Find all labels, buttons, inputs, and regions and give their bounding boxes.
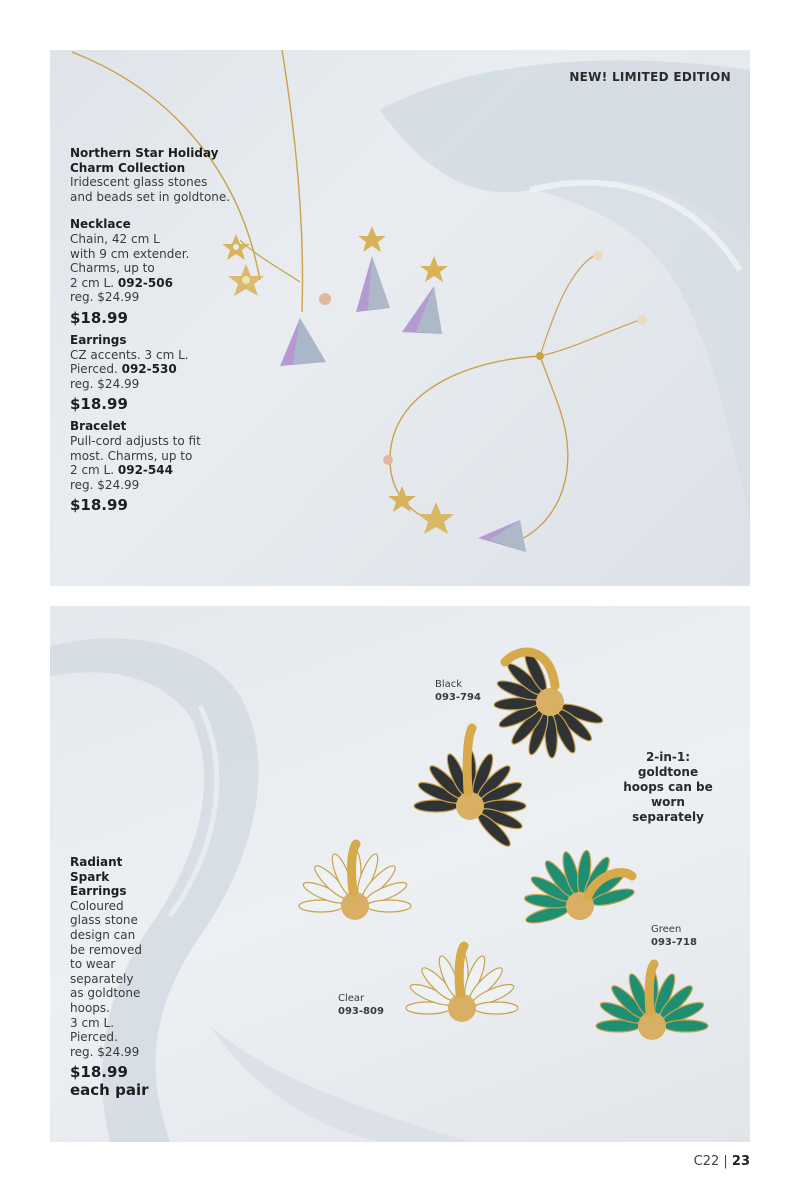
- radiant-spark-size: 3 cm L.: [70, 1015, 115, 1030]
- necklace-title: Necklace: [70, 217, 131, 232]
- folio-section: C22: [693, 1154, 720, 1169]
- earrings-detail-2: [70, 362, 260, 377]
- earrings-pierced: Pierced.: [70, 362, 122, 377]
- earrings-code: 092-530: [121, 362, 177, 377]
- two-in-one-callout: [620, 750, 716, 825]
- variant-clear-name: Clear: [338, 993, 365, 1004]
- bracelet-chain: [390, 356, 568, 540]
- folio-separator: |: [719, 1154, 732, 1169]
- holiday-charm-panel: [50, 50, 750, 586]
- bracelet-detail-3: [70, 463, 260, 478]
- page-folio: [694, 1154, 750, 1169]
- radiant-spark-desc-6: separately: [70, 971, 134, 986]
- bracelet-title: Bracelet: [70, 419, 127, 434]
- holiday-charm-copy: [70, 146, 260, 514]
- necklace-detail-1: Chain, 42 cm L: [70, 231, 160, 246]
- earrings-price: $18.99: [70, 395, 128, 414]
- earrings-reg-price: reg. $24.99: [70, 376, 140, 391]
- bracelet-price: $18.99: [70, 496, 128, 515]
- collection-title-line-2: Charm Collection: [70, 160, 186, 175]
- variant-green-name: Green: [651, 924, 682, 935]
- bracelet-code: 092-544: [117, 463, 173, 478]
- radiant-spark-desc-8: hoops.: [70, 1000, 110, 1015]
- variant-green-code: 093-718: [651, 937, 697, 948]
- earring-star-stud-right: [420, 256, 448, 282]
- variant-clear-label: [338, 992, 384, 1018]
- callout-line-3: hoops can be: [623, 780, 713, 794]
- limited-edition-badge: NEW! LIMITED EDITION: [569, 70, 731, 84]
- bracelet-star-charm: [388, 486, 416, 512]
- bracelet-detail-1: Pull-cord adjusts to fit: [70, 433, 201, 448]
- radiant-spark-copy: [70, 855, 180, 1099]
- necklace-bead: [319, 293, 331, 305]
- bracelet-reg-price: reg. $24.99: [70, 477, 140, 492]
- bracelet-size: 2 cm L.: [70, 463, 118, 478]
- folio-page-number: 23: [731, 1154, 750, 1169]
- radiant-spark-desc-5: to wear: [70, 957, 116, 972]
- variant-green-label: [651, 923, 697, 949]
- radiant-spark-title-2: Spark: [70, 869, 110, 884]
- variant-black-label: [435, 678, 481, 704]
- bracelet-flower-charm: [418, 502, 454, 534]
- radiant-spark-price: $18.99: [70, 1063, 128, 1082]
- callout-line-1: 2-in-1:: [645, 750, 691, 764]
- bracelet-bead: [383, 455, 393, 465]
- variant-clear-code: 093-809: [338, 1006, 384, 1017]
- necklace-price: $18.99: [70, 308, 128, 327]
- satin-ribbon-fold: [470, 156, 750, 520]
- radiant-spark-pierced: Pierced.: [70, 1030, 118, 1045]
- bracelet-detail-2: most. Charms, up to: [70, 448, 193, 463]
- earrings-title: Earrings: [70, 332, 127, 347]
- necklace-size: 2 cm L.: [70, 275, 118, 290]
- necklace-reg-price: reg. $24.99: [70, 290, 140, 305]
- earring-star-stud-left: [358, 226, 386, 252]
- necklace-detail-3: Charms, up to: [70, 261, 155, 276]
- necklace-detail-2: with 9 cm extender.: [70, 246, 190, 261]
- green-earring-back: [511, 837, 637, 934]
- collection-desc-line-2: and beads set in goldtone.: [70, 189, 231, 204]
- radiant-spark-title-3: Earrings: [70, 884, 127, 899]
- radiant-spark-panel: [50, 606, 750, 1142]
- callout-line-2: goldtone: [637, 765, 699, 779]
- variant-black-name: Black: [435, 679, 463, 690]
- radiant-spark-desc-1: Coloured: [70, 898, 124, 913]
- variant-black-code: 093-794: [435, 692, 481, 703]
- callout-line-5: separately: [632, 810, 704, 824]
- radiant-spark-reg-price: reg. $24.99: [70, 1044, 140, 1059]
- radiant-spark-price-suffix: each pair: [70, 1081, 149, 1100]
- earrings-detail-1: CZ accents. 3 cm L.: [70, 347, 189, 362]
- necklace-code: 092-506: [117, 275, 173, 290]
- collection-desc-line-1: Iridescent glass stones: [70, 175, 208, 190]
- radiant-spark-desc-3: design can: [70, 927, 136, 942]
- collection-title-line-1: Northern Star Holiday: [70, 146, 219, 160]
- callout-line-4: worn: [651, 795, 685, 809]
- radiant-spark-title-1: Radiant: [70, 855, 123, 869]
- radiant-spark-desc-7: as goldtone: [70, 986, 141, 1001]
- necklace-detail-4: [70, 276, 260, 291]
- radiant-spark-desc-2: glass stone: [70, 913, 138, 928]
- radiant-spark-desc-4: be removed: [70, 942, 142, 957]
